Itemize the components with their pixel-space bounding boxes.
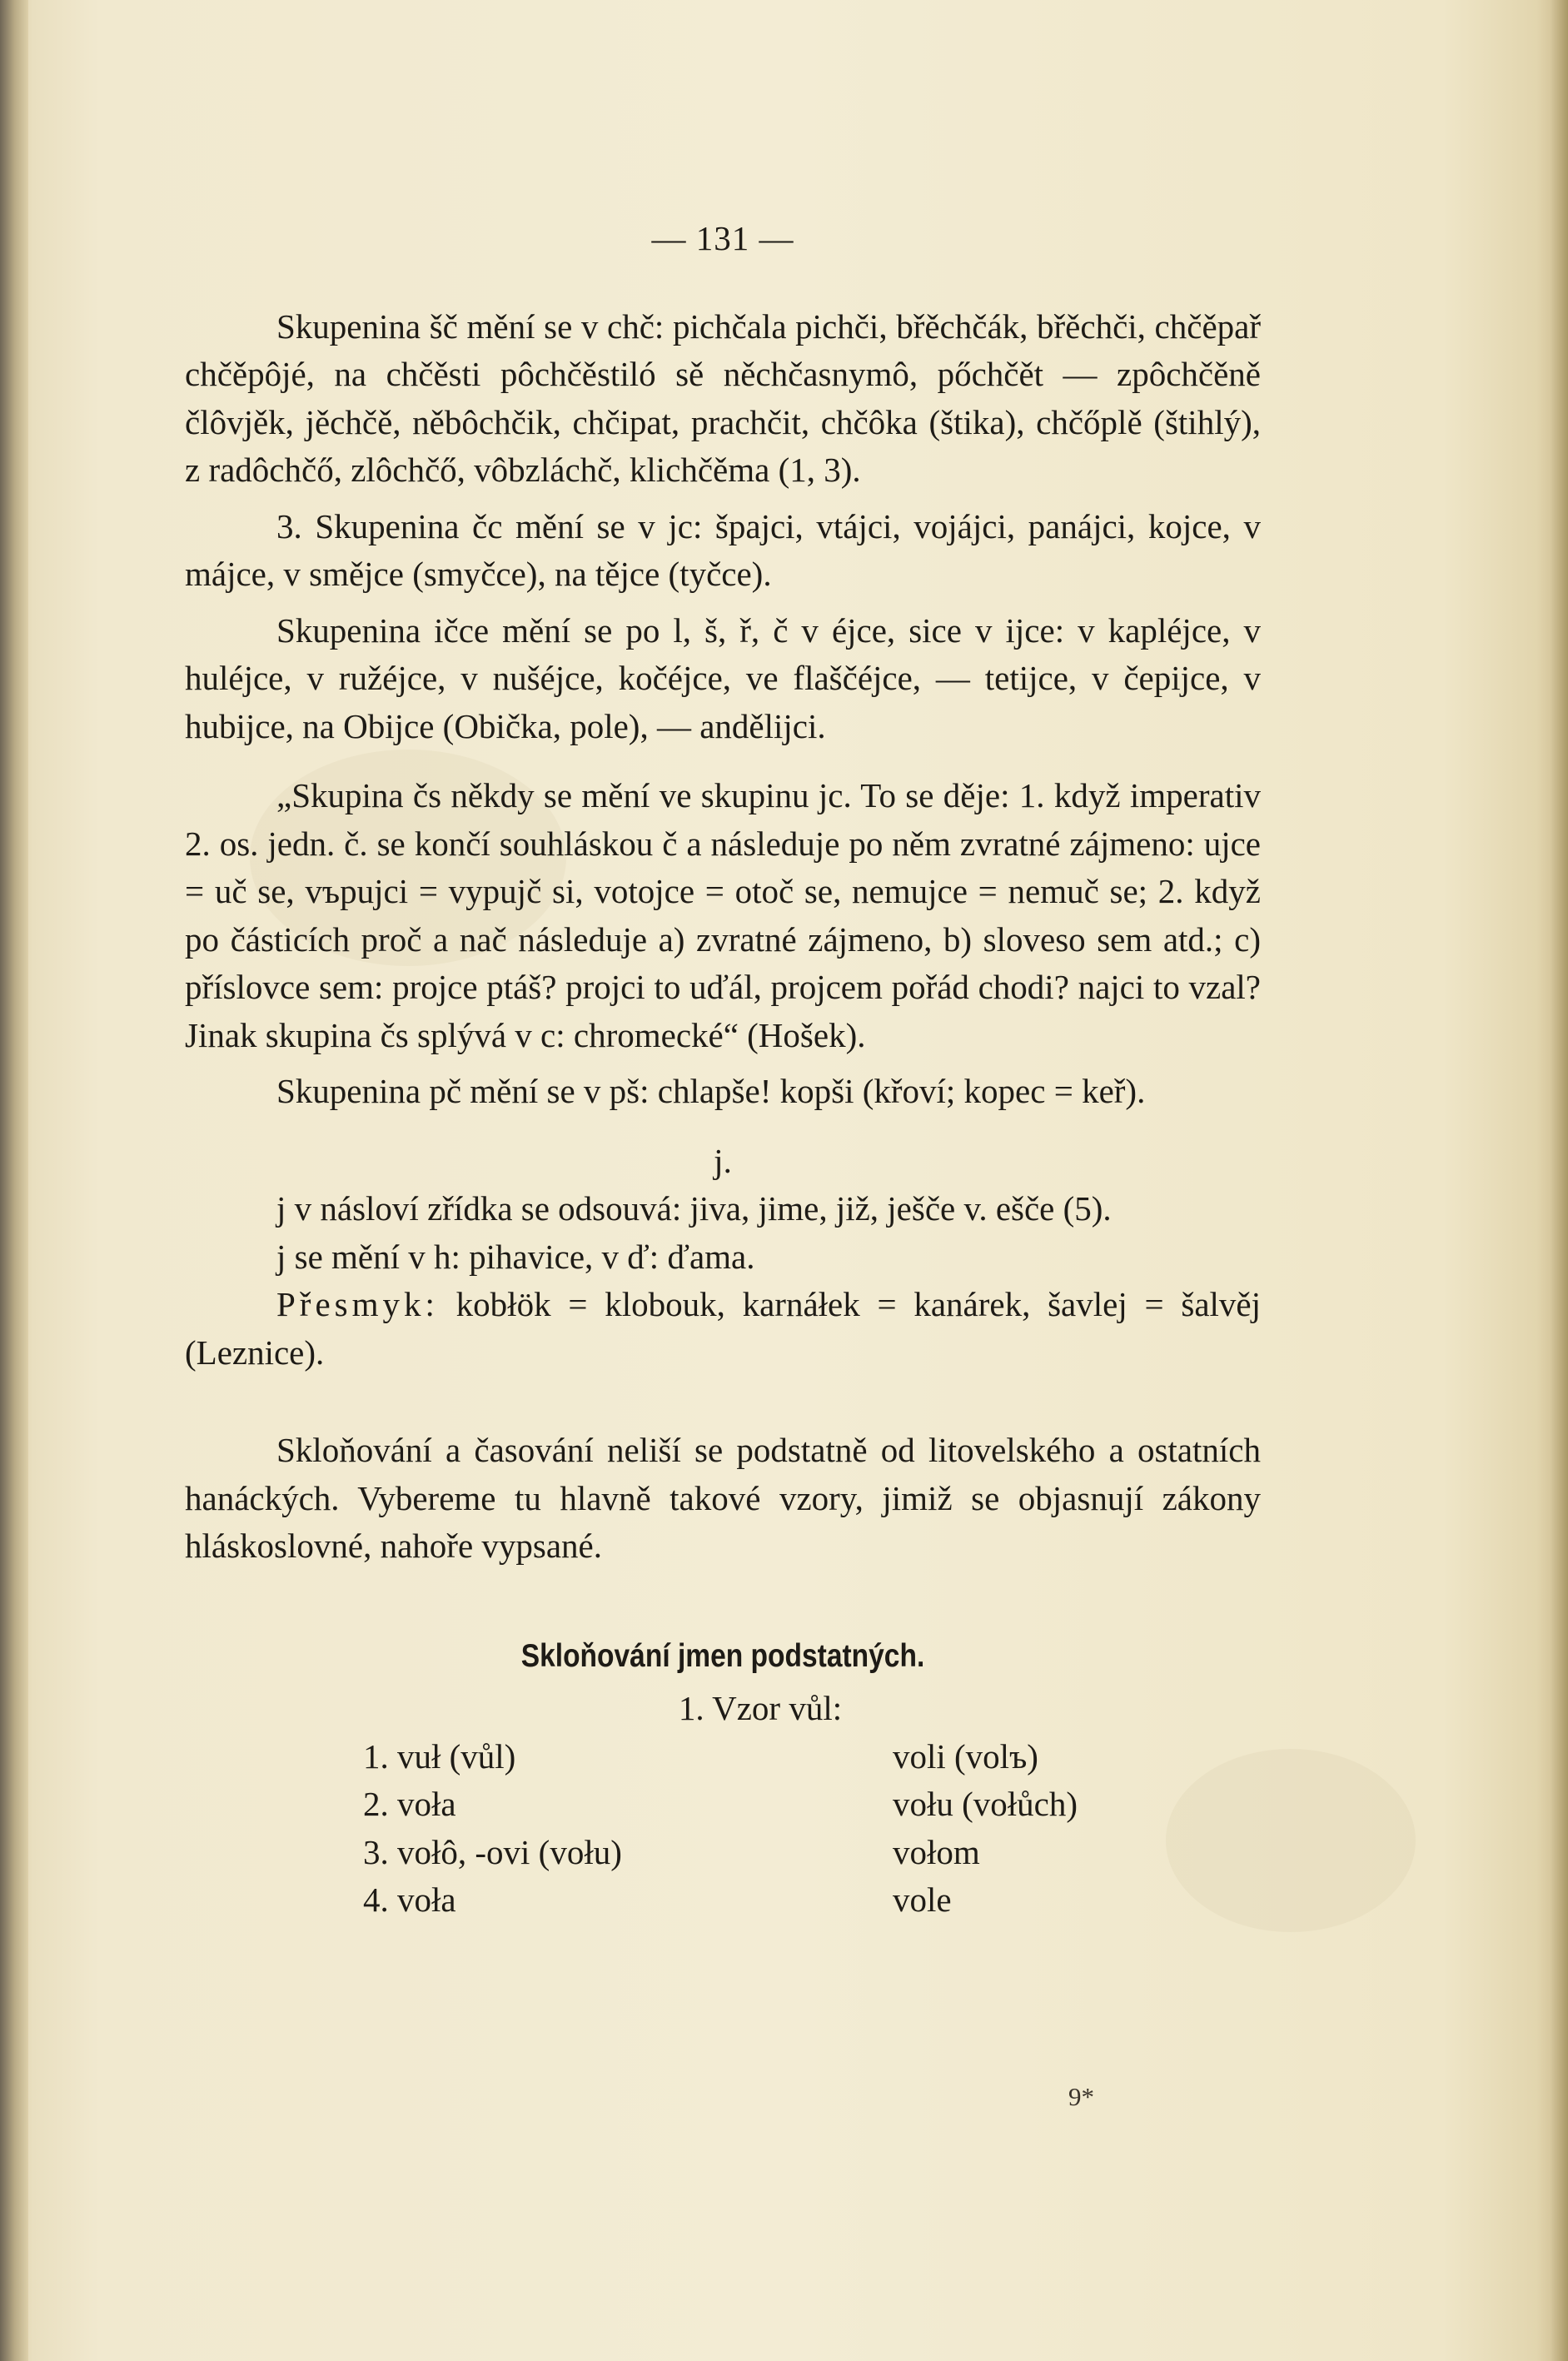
declension-table (363, 1733, 1261, 1925)
book-spine-shadow (0, 0, 28, 2361)
text-block (185, 215, 1261, 1925)
presmyk-text: kobłök = klobouk, karnáłek = kanárek, šavlej = šalvěj (Leznice). (185, 1285, 1262, 1372)
closing-paragraph: Skloňování a časování neliší se podstatně od litovelského a ostatních hanáckých. Vybereme tu hlavně takové vzory, jimiž se objasnují zákony hláskoslovné, nahoře vypsané. (185, 1431, 1261, 1565)
plural-case-4: vole (893, 1880, 952, 1919)
section-j-line: j se mění v h: pihavice, v ď: ďama. (276, 1237, 755, 1276)
section-j-heading: j. (714, 1141, 732, 1180)
singular-case-1: 1. vuł (vůl) (363, 1736, 516, 1776)
singular-case-2: 2. voła (363, 1785, 456, 1823)
singular-case-3: 3. vołô, -ovi (vołu) (363, 1832, 622, 1871)
page-number: — 131 — (651, 219, 794, 257)
paragraph-sc: Skupenina šč mění se v chč: pichčala pichči, břěchčák, břěchči, chčěpař chčěpôjé, na chčěsti pôchčěstiló sě něchčasnymô, pőchčět — zpôchčěně člôvjěk, jěchčě, něbôchčik, chčipat, prachčit, chčôka (štika), chčőplě (štihlý), z radôchčő, zlôchčő, vôbzláchč, klichčěma (1, 3). (185, 306, 1261, 489)
plural-case-2: vołu (vołůch) (893, 1785, 1078, 1823)
presmyk-label: Přesmyk: (276, 1285, 439, 1323)
plural-case-3: vołom (893, 1832, 980, 1871)
presmyk-paragraph (185, 1281, 1261, 1377)
paragraph-icce: Skupenina ičce mění se po l, š, ř, č v éjce, sice v ijce: v kapléjce, v huléjce, v ružéjce, v nušéjce, kočéjce, ve flaščéjce, — tetijce, v čepijce, v hubijce, na Obijce (Obička, pole), — andělijci. (185, 610, 1261, 745)
pattern-title: 1. Vzor vůl: (678, 1689, 843, 1727)
singular-case-4: 4. voła (363, 1880, 456, 1919)
section-j-line: j v násloví zřídka se odsouvá: jiva, jime, již, ješče v. ešče (5). (276, 1189, 1112, 1228)
paragraph-cc: 3. Skupenina čc mění se v jc: špajci, vtájci, vojájci, panájci, kojce, v májce, v smějce (smyčce), na tějce (tyčce). (185, 506, 1261, 593)
signature-mark: 9* (1068, 2082, 1094, 2111)
plural-case-1: voli (volъ) (893, 1736, 1038, 1776)
paragraph-pc: Skupenina pč mění se v pš: chlapše! kopši (křoví; kopec = keř). (276, 1072, 1146, 1110)
page-edge (1550, 0, 1568, 2361)
declension-heading: Skloňování jmen podstatných. (520, 1637, 925, 1674)
paragraph-cs-quote: „Skupina čs někdy se mění ve skupinu jc. To se děje: 1. když imperativ 2. os. jedn. č. se končí souhláskou č a následuje po něm zvratné zájmeno: ujce = uč se, vъpujci = vypujč si, votojce = otoč se, nemujce = nemuč se; 2. když po částicích proč a nač následuje a) zvratné zájmeno, b) sloveso sem atd.; c) příslovce sem: projce ptáš? projci to uďál, projcem pořád chodi? najci to vzal? Jinak skupina čs splývá v c: chromecké“ (Hošek). (185, 776, 1261, 1054)
